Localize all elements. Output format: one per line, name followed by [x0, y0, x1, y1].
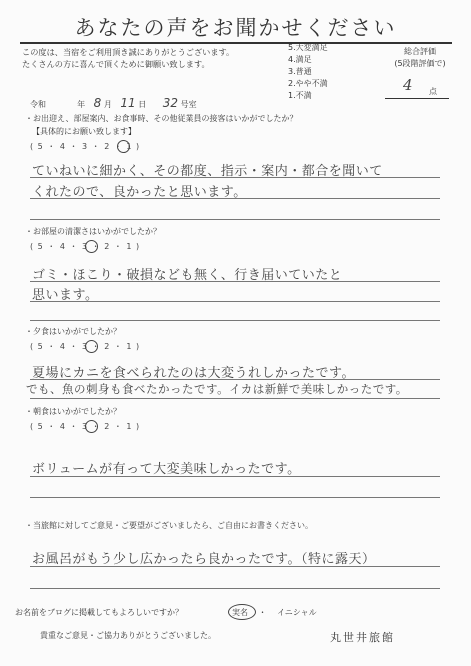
answer-rule	[30, 379, 440, 380]
page-title: あなたの声をお聞かせください	[74, 16, 397, 40]
selected-rating-room	[85, 240, 98, 253]
answer-rule	[30, 320, 440, 321]
answer-room-line-1: ゴミ・ほこり・破損なども無く、行き届いていたと	[32, 268, 343, 283]
selected-rating-breakfast	[85, 420, 98, 433]
rating-scale-legend	[288, 42, 328, 102]
date-room-label: 号室	[180, 100, 197, 109]
question-staff: ・お出迎え、部屋案内、お食事時、その他従業員の接客はいかがでしたか？	[25, 114, 298, 123]
selected-option-circle	[228, 604, 256, 620]
answer-staff-line-1: ていねいに細かく、その都度、指示・案内・都合を聞いて	[32, 164, 383, 179]
intro-text	[22, 46, 322, 70]
answer-rule	[30, 198, 440, 199]
date-month-value: 8	[93, 96, 102, 110]
answer-rule	[30, 281, 440, 282]
date-month-label: 月	[103, 100, 112, 109]
overall-underline	[385, 98, 449, 99]
date-day-value: 11	[120, 96, 136, 110]
intro-line-1: この度は、当宿をご利用頂き誠にありがとうございます。	[22, 47, 235, 57]
date-year-label: 年	[77, 100, 86, 109]
scale-staff: ( 5 ・ 4 ・ 3 ・ 2 ・ 1 )	[30, 142, 141, 151]
answer-dinner-line-1: 夏場にカニを食べられたのは大変うれしかったです。	[32, 366, 355, 381]
inn-brand: 丸世井旅館	[330, 631, 395, 644]
question-dinner: ・夕食はいかがでしたか？	[25, 327, 121, 336]
blog-options: 実名 ・ イニシャル	[232, 607, 317, 618]
answer-rule	[30, 301, 440, 302]
date-era: 令和	[30, 100, 46, 109]
title-divider	[20, 42, 452, 44]
selected-rating-staff	[117, 140, 130, 153]
answer-rule	[30, 497, 440, 498]
scale-room: ( 5 ・ 4 ・ 3 ・ 2 ・ 1 )	[30, 242, 141, 251]
answer-rule	[30, 219, 440, 220]
scale-breakfast: ( 5 ・ 4 ・ 3 ・ 2 ・ 1 )	[30, 422, 141, 431]
date-room-value: 32	[162, 96, 179, 110]
answer-rule	[30, 566, 440, 567]
selected-rating-dinner	[85, 340, 98, 353]
answer-breakfast-line-1: ボリュームが有って大変美味しかったです。	[32, 462, 301, 477]
answer-rule	[30, 476, 440, 477]
question-comments: ・当旅館に対してご意見・ご要望がございましたら、ご自由にお書きください。	[25, 521, 313, 530]
date-day-label: 日	[138, 100, 147, 109]
rating-5: 5.大変満足	[288, 43, 328, 52]
option-real-name[interactable]: 実名	[232, 608, 248, 617]
date-line	[30, 96, 197, 110]
answer-rule	[30, 398, 440, 399]
option-initial[interactable]: イニシャル	[277, 608, 317, 617]
rating-3: 3.普通	[288, 67, 312, 76]
scale-dinner: ( 5 ・ 4 ・ 3 ・ 2 ・ 1 )	[30, 342, 141, 351]
overall-value: 4	[403, 76, 413, 94]
overall-score-box	[385, 78, 449, 100]
rating-4: 4.満足	[288, 55, 312, 64]
overall-rating	[380, 46, 460, 70]
overall-unit: 点	[429, 87, 437, 96]
answer-rule	[30, 588, 440, 589]
answer-staff-line-2: くれたので、良かったと思います。	[32, 185, 247, 200]
overall-label: 総合評価	[404, 47, 436, 56]
rating-1: 1.不満	[288, 91, 312, 100]
answer-rule	[30, 177, 440, 178]
overall-sub: (5段階評価で)	[394, 59, 446, 68]
blog-question: お名前をブログに掲載してもよろしいですか？	[15, 608, 183, 617]
intro-line-2: たくさんの方に喜んで頂くために御願い致します。	[22, 59, 210, 69]
answer-dinner-line-2: でも、魚の刺身も食べたかったです。イカは新鮮で美味しかったです。	[26, 382, 408, 396]
question-staff-sub: 【具体的にお願い致します】	[32, 127, 136, 136]
question-room: ・お部屋の清潔さはいかがでしたか？	[25, 227, 161, 236]
answer-room-line-2: 思います。	[32, 288, 99, 303]
thanks-text: 貴重なご意見・ご協力ありがとうございました。	[40, 631, 216, 640]
rating-2: 2.やや不満	[288, 79, 328, 88]
answer-comments-line-1: お風呂がもう少し広かったら良かったです。（特に露天）	[32, 552, 376, 567]
question-breakfast: ・朝食はいかがでしたか？	[25, 407, 121, 416]
